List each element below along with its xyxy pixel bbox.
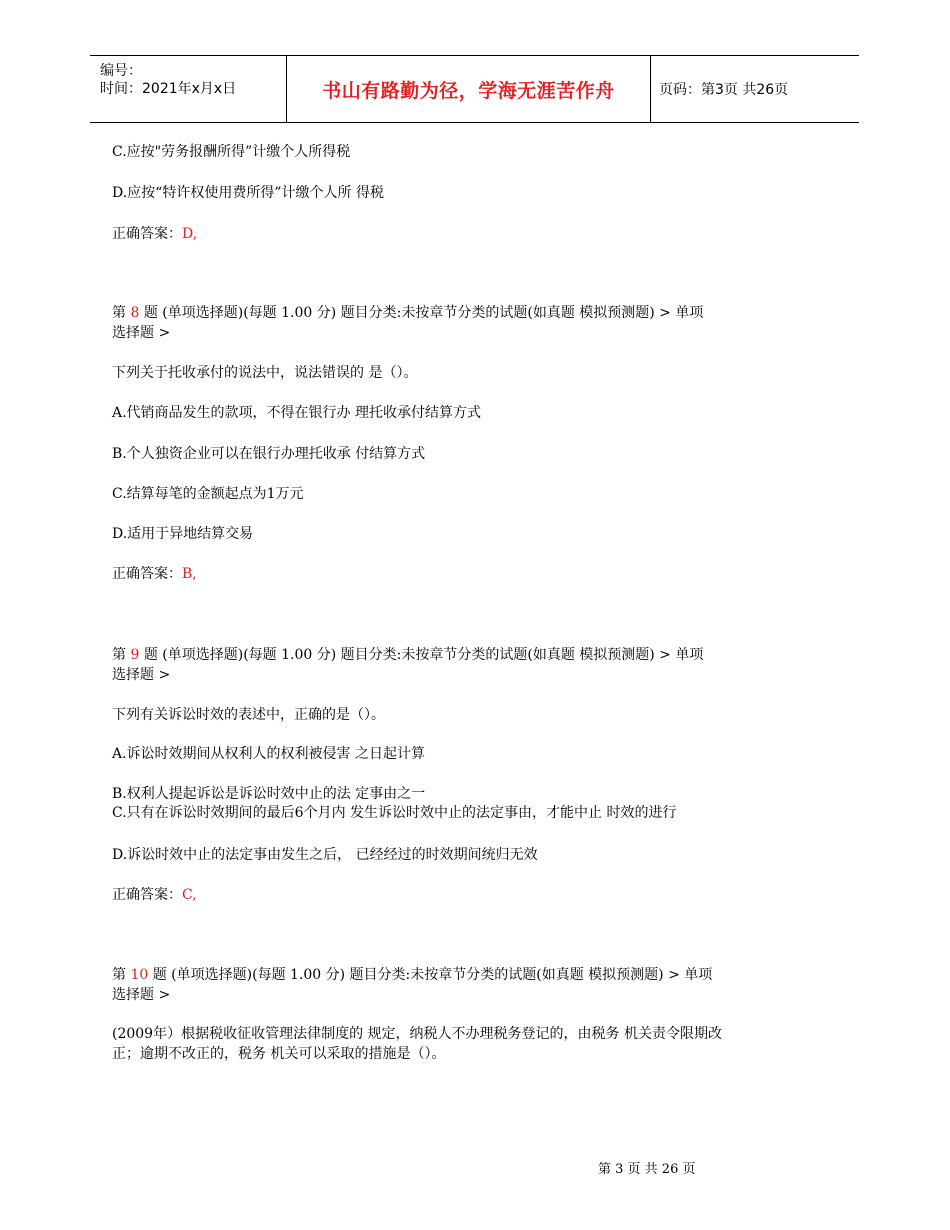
question-prefix: 第 bbox=[112, 647, 131, 663]
question-stem-q9: 下列有关诉讼时效的表述中，正确的是（）。 bbox=[112, 707, 385, 723]
option-c-q7: C.应按"劳务报酬所得”计缴个人所得税 bbox=[112, 144, 351, 160]
question-header-q8 bbox=[112, 303, 703, 323]
question-header-q10-cont: 选择题 > bbox=[112, 987, 171, 1003]
question-meta: 题 (单项选择题)(每题 1.00 分) 题目分类:未按章节分类的试题(如真题 模拟预测题) > 单项 bbox=[139, 305, 704, 321]
question-header-q9 bbox=[112, 645, 703, 665]
option-c-q8: C.结算每笔的金额起点为1万元 bbox=[112, 486, 304, 502]
header-motto-cell bbox=[286, 56, 651, 122]
option-d-q9: D.诉讼时效中止的法定事由发生之后， 已经经过的时效期间统归无效 bbox=[112, 847, 538, 863]
page-header bbox=[90, 55, 859, 123]
answer-q8 bbox=[112, 564, 197, 584]
answer-label: 正确答案： bbox=[112, 887, 182, 903]
option-c-q9: C.只有在诉讼时效期间的最后6个月内 发生诉讼时效中止的法定事由，才能中止 时效的进行 bbox=[112, 805, 677, 821]
option-b-q9: B.权利人提起诉讼是诉讼时效中止的法 定事由之一 bbox=[112, 786, 426, 802]
answer-q7 bbox=[112, 224, 197, 244]
answer-label: 正确答案： bbox=[112, 566, 182, 582]
answer-q9 bbox=[112, 885, 197, 905]
question-number: 9 bbox=[130, 647, 140, 663]
motto-text: 书山有路勤为径，学海无涯苦作舟 bbox=[322, 79, 615, 102]
question-stem-q8: 下列关于托收承付的说法中，说法错误的 是（）。 bbox=[112, 365, 418, 381]
option-b-q8: B.个人独资企业可以在银行办理托收承 付结算方式 bbox=[112, 446, 426, 462]
page-info: 页码：第3页 共26页 bbox=[659, 82, 789, 98]
question-header-q8-cont: 选择题 > bbox=[112, 325, 171, 341]
answer-value: B, bbox=[182, 566, 197, 582]
question-header-q9-cont: 选择题 > bbox=[112, 667, 171, 683]
answer-value: C, bbox=[182, 887, 197, 903]
question-number: 10 bbox=[130, 967, 149, 983]
header-meta bbox=[90, 56, 285, 122]
option-a-q9: A.诉讼时效期间从权利人的权利被侵害 之日起计算 bbox=[112, 746, 426, 762]
question-stem-q10-cont: 正；逾期不改正的，税务 机关可以采取的措施是（）。 bbox=[112, 1046, 446, 1062]
question-meta: 题 (单项选择题)(每题 1.00 分) 题目分类:未按章节分类的试题(如真题 模拟预测题) > 单项 bbox=[148, 967, 713, 983]
question-meta: 题 (单项选择题)(每题 1.00 分) 题目分类:未按章节分类的试题(如真题 模拟预测题) > 单项 bbox=[139, 647, 704, 663]
answer-value: D, bbox=[182, 226, 198, 242]
option-d-q7: D.应按“特许权使用费所得”计缴个人所 得税 bbox=[112, 185, 384, 201]
question-number: 8 bbox=[130, 305, 140, 321]
number-label: 编号： bbox=[100, 63, 142, 79]
question-prefix: 第 bbox=[112, 305, 131, 321]
time-label: 时间：2021年x月x日 bbox=[100, 81, 237, 97]
answer-label: 正确答案： bbox=[112, 226, 182, 242]
option-d-q8: D.适用于异地结算交易 bbox=[112, 526, 254, 542]
header-page-cell bbox=[650, 56, 859, 122]
page-footer: 第 3 页 共 26 页 bbox=[598, 1162, 696, 1177]
question-stem-q10: (2009年）根据税收征收管理法律制度的 规定，纳税人不办理税务登记的，由税务 机关责令限期改 bbox=[112, 1026, 722, 1042]
question-header-q10 bbox=[112, 965, 712, 985]
option-a-q8: A.代销商品发生的款项，不得在银行办 理托收承付结算方式 bbox=[112, 405, 482, 421]
question-prefix: 第 bbox=[112, 967, 131, 983]
